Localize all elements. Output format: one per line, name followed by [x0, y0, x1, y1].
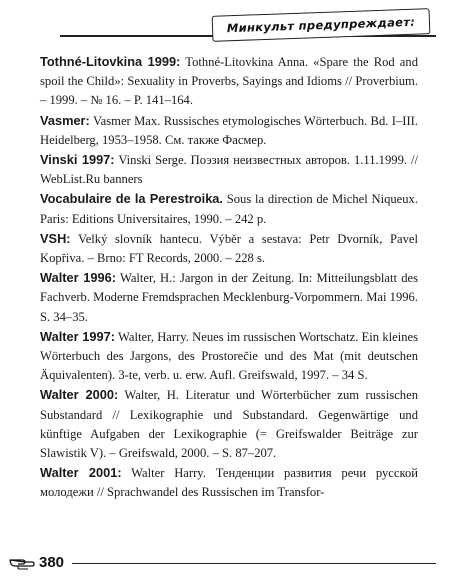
pointing-hand-icon [8, 554, 36, 570]
entry-key: Walter 1996: [40, 270, 116, 286]
bibliography-entry [40, 268, 418, 327]
entry-text: Vinski Serge. Поэзия неизвестных авторов. 1.11.1999. // WebList.Ru banners [40, 153, 418, 187]
entry-text: Walter, Harry. Neues im russischen Wortschatz. Ein kleines Wörterbuch des Jargons, des Prostorečie und des Mat (mit deutschen Äquivalenten). 3-te, verb. u. erw. Aufl. Greifswald, 1997. – 34 S. [40, 329, 419, 383]
page-footer [8, 551, 436, 573]
entry-text: Walter Harry. Тенденции развития речи русской молодежи // Sprachwandel des Russischen im Transfor- [40, 466, 418, 500]
entry-key: Walter 1997: [40, 328, 116, 344]
bibliography-entry [40, 52, 418, 111]
entry-text: Tothné-Litovkina Anna. «Spare the Rod and spoil the Child»: Sexuality in Proverbs, Sayings and Idioms // Proverbium. – 1999. – № 16. – P. 141–164. [40, 55, 418, 108]
running-header [60, 8, 436, 44]
entry-text: Velký slovník hantecu. Výběr a sestava: Petr Dvorník, Pavel Kopřiva. – Brno: FT Records, 2000. – 228 s. [40, 231, 418, 266]
bibliography-entry [40, 327, 418, 386]
entry-text: Sous la direction de Michel Niqueux. Paris: Editions Universitaires, 1990. – 242 p. [40, 192, 418, 226]
entry-key: Vinski 1997: [40, 152, 115, 168]
bibliography-entry [40, 463, 418, 502]
entry-key: Vasmer: [40, 112, 90, 128]
entry-key: Vocabulaire de la Perestroika. [40, 191, 223, 207]
bibliography-entry [40, 189, 418, 228]
entry-key: Walter 2001: [40, 465, 122, 481]
header-banner-text: Минкульт предупреждает: [226, 14, 416, 36]
bibliography-entry [40, 111, 418, 150]
entry-key: VSH: [40, 230, 71, 246]
footer-rule [72, 563, 436, 564]
bibliography-entry [40, 385, 418, 463]
entry-text: Walter, H. Literatur und Wörterbücher zum russischen Substandard // Lexikographie und Substandard. Gegenwärtige und künftige Aufgaben der Lexikographie (= Greifswalder Beiträge zur Slawistik V). – Greifswald, 2000. – S. 87–207. [40, 388, 418, 461]
entry-text: Walter, H.: Jargon in der Zeitung. In: Mitteilungsblatt des Fachverb. Moderne Fremdsprachen Mecklenburg-Vorpommern. Mai 1996. S. 34–35. [40, 271, 418, 324]
bibliography-entry [40, 229, 418, 268]
entry-text: Vasmer Max. Russisches etymologisches Wörterbuch. Bd. I–III. Heidelberg, 1953–1958. См. также Фасмер. [40, 113, 418, 147]
bibliography-entry [40, 150, 418, 189]
page-number: 380 [39, 553, 65, 571]
entry-key: Walter 2000: [40, 387, 119, 403]
entry-key: Tothné-Litovkina 1999: [40, 54, 181, 69]
bibliography-list [40, 52, 418, 503]
